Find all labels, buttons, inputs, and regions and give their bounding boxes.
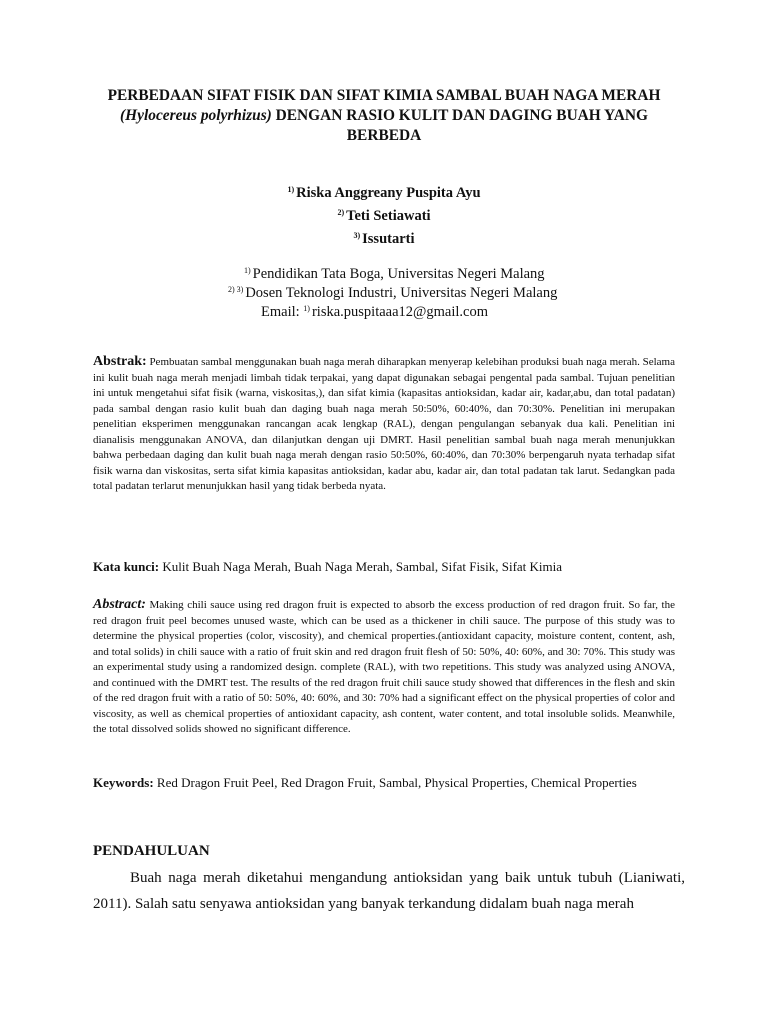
author-1 — [0, 180, 768, 203]
kata-kunci-text: Kulit Buah Naga Merah, Buah Naga Merah, Sambal, Sifat Fisik, Sifat Kimia — [162, 559, 563, 574]
title-line-1: PERBEDAAN SIFAT FISIK DAN SIFAT KIMIA SAMBAL BUAH NAGA MERAH — [107, 87, 661, 104]
abstract-block — [93, 597, 675, 738]
keywords — [93, 773, 675, 792]
abstrak-heading: Abstrak: — [93, 354, 147, 369]
email-line — [261, 299, 488, 322]
paper-title — [90, 86, 678, 146]
abstrak-block — [93, 354, 675, 495]
email-address[interactable]: riska.puspitaaa12@gmail.com — [311, 304, 489, 320]
author-1-marker: 1) — [287, 185, 295, 194]
abstract-text: Making chili sauce using red dragon fruit is expected to absorb the excess production of red dragon fruit. So far, the red dragon fruit peel becomes unused waste, which can be used as a thickener in chili sauce. The purpose of this study was to determine the physical properties (color, viscosity), and chemical properties.(antioxidant capacity, moisture content, content, ash, and total solids) in chili sauce with a ratio of fruit skin and red dragon fruit flesh of 50: 50%, 40: 60%, and 30: 70%. This study was an experimental study using a randomized design. complete (RAL), with two repetitions. This study was analyzed using ANOVA, and continued with the DMRT test. The results of the red dragon fruit chili sauce study showed that differences in the flesh and skin of the red dragon fruit with a ratio of 50: 50%, 40: 60%, and 30: 70% had a significant effect on the physical properties of color and viscosity, as well as chemical properties of antioxidant capacity, ash content, water content, and total insoluble solids. Meanwhile, the total dissolved solids showed no significant difference. — [93, 599, 675, 735]
author-2-name: Teti Setiawati — [346, 208, 431, 224]
affiliation-1-text: Pendidikan Tata Boga, Universitas Negeri Malang — [252, 266, 545, 282]
author-3-name: Issutarti — [362, 231, 415, 247]
intro-paragraph: Buah naga merah diketahui mengandung antioksidan yang baik untuk tubuh (Lianiwati, 2011). Salah satu senyawa antioksidan yang banyak terkandung didalam buah naga merah — [93, 870, 685, 912]
keywords-label: Keywords: — [93, 775, 154, 790]
email-marker: 1) — [303, 304, 310, 313]
kata-kunci-label: Kata kunci: — [93, 559, 160, 574]
title-scientific-name: (Hylocereus polyrhizus) — [120, 107, 272, 124]
title-rest: DENGAN RASIO KULIT DAN DAGING BUAH YANG BERBEDA — [275, 107, 648, 144]
email-label: Email: — [261, 304, 300, 320]
abstract-heading: Abstract: — [93, 597, 146, 612]
affiliation-2-text: Dosen Teknologi Industri, Universitas Negeri Malang — [245, 285, 558, 301]
author-3 — [0, 226, 768, 249]
title-line-2 — [90, 106, 678, 146]
author-3-marker: 3) — [353, 231, 361, 240]
keywords-text: Red Dragon Fruit Peel, Red Dragon Fruit, Sambal, Physical Properties, Chemical Properties — [156, 775, 637, 790]
affiliation-2-marker: 2) 3) — [228, 285, 244, 294]
author-2 — [0, 203, 768, 226]
affiliation-1-marker: 1) — [244, 266, 251, 275]
section-heading: PENDAHULUAN — [93, 843, 210, 859]
author-2-marker: 2) — [337, 208, 345, 217]
author-list — [0, 180, 768, 249]
kata-kunci — [93, 557, 675, 576]
author-1-name: Riska Anggreany Puspita Ayu — [296, 185, 481, 201]
abstrak-text: Pembuatan sambal menggunakan buah naga merah diharapkan menyerap kelebihan produksi buah naga merah. Selama ini kulit buah naga merah menjadi limbah tidak terpakai, yang dapat digunakan sebagai pengental pada sambal. Tujuan penelitian ini untuk mengetahui sifat fisik (warna, viskositas,), dan sifat kimia (kapasitas antioksidan, kadar air, kadar,abu, dan total padatan) pada sambal dengan rasio kulit buah dan daging buah naga merah 50:50%, 60:40%, dan 70:30%. Penelitian ini merupakan penelitian eksperimen menggunakan rancangan acak lengkap (RAL), dengan pengulangan sebanyak dua kali. Penelitian ini dianalisis menggunakan ANOVA, dan dilanjutkan dengan uji DMRT. Hasil penelitian sambal buah naga merah menunjukkan bahwa perbedaan daging dan kulit buah naga merah dengan rasio 50:50%, 60:40%, dan 70:30% berpengaruh nyata terhadap sifat fisik warna dan viskositas, serta sifat kimia kapasitas antioksidan, kadar abu, kadar air, dan total padatan tak larut. Sedangkan pada total padatan terlarut menunjukkan hasil yang tidak berbeda nyata. — [93, 356, 675, 492]
